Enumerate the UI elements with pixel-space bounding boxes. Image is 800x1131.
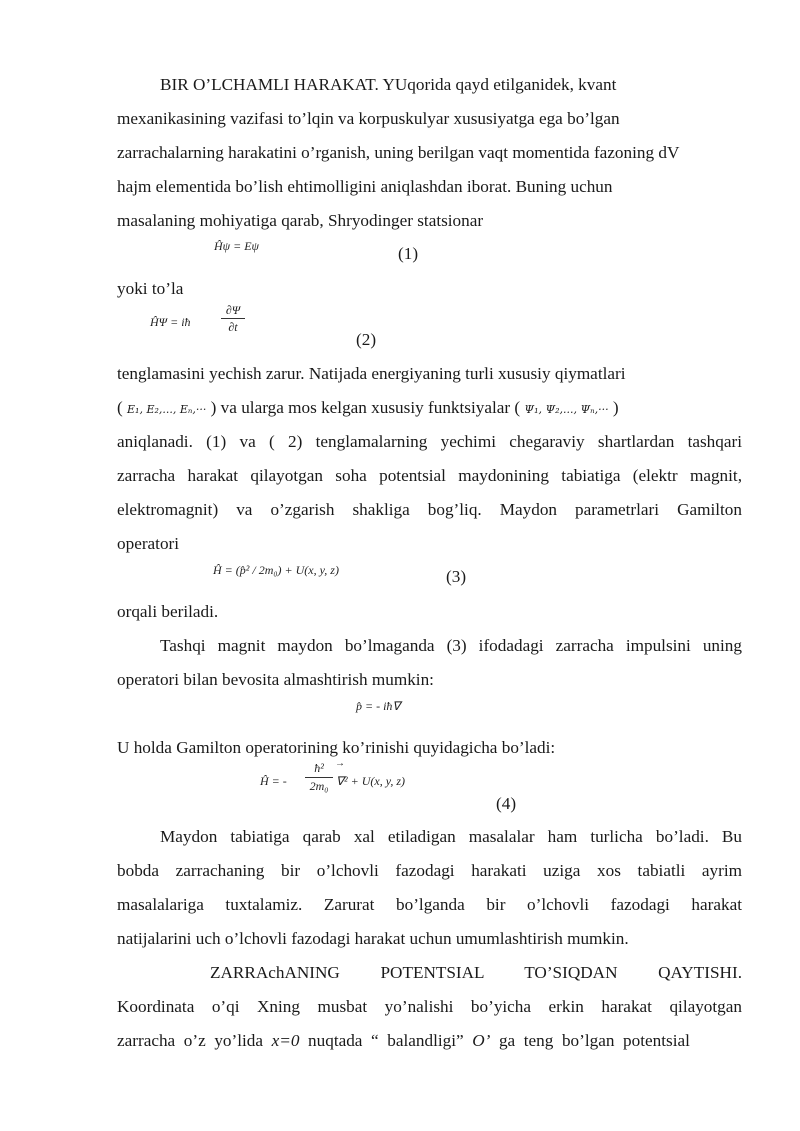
paragraph-7-line-2: Koordinata o’qi Xning musbat yo’nalishi bo’yicha erkin harakat qilayotgan [117,997,742,1016]
paragraph-2-line-6: operatori [117,534,180,553]
paragraph-4-line-2: operatori bilan bevosita almashtirish mumkin: [117,670,434,689]
equation-2-number: (2) [356,330,377,349]
equation-4-vector-arrow: → [335,758,345,769]
energy-values: E₁, E₂,..., Eₙ,··· [127,403,207,416]
paragraph-7-line-3-part-e: ga teng bo’lgan potentsial [490,1031,690,1050]
momentum-operator-equation: p̂ = - iħ∇ [356,699,401,713]
paragraph-1-line-4: hajm elementida bo’lish ehtimolligini aniqlashdan iborat. Buning uchun [117,177,613,196]
paragraph-6-line-4: natijalarini uch o’lchovli fazodagi harakat uchun umumlashtirish mumkin. [117,929,629,948]
paragraph-7-line-3 [117,1031,742,1051]
equation-4-numerator: ħ² [314,761,324,775]
paragraph-1-line-3: zarrachalarning harakatini o’rganish, uning berilgan vaqt momentida fazoning dV [117,143,680,162]
equation-4-denominator: 2m₀ [309,779,329,793]
yoki-line: yoki to’la [117,279,184,298]
paragraph-2-line-2-text: ) va ularga mos kelgan xususiy funktsiyalar ( [210,398,521,417]
paragraph-2-line-3: aniqlanadi. (1) va ( 2) tenglamalarning yechimi chegaraviy shartlardan tashqari [117,432,742,451]
paragraph-1-line-1: BIR O’LCHAMLI HARAKAT. YUqorida qayd etilganidek, kvant [160,75,617,94]
equation-1: Ĥψ = Eψ [214,239,259,253]
paragraph-6-line-1: Maydon tabiatiga qarab xal etiladigan masalalar ham turlicha bo’ladi. Bu [160,827,742,846]
equation-2-lhs: ĤΨ = iħ [150,315,191,329]
equation-2-numerator: ∂Ψ [225,303,241,317]
equation-4-lhs: Ĥ = - [260,774,287,788]
paragraph-5: U holda Gamilton operatorining ko’rinishi quyidagicha bo’ladi: [117,738,556,757]
equation-4-number: (4) [496,794,517,813]
equation-4-rhs: ∇² + U(x, y, z) [336,774,406,788]
section-heading: ZARRAchANING POTENTSIAL TO’SIQDAN QAYTISHI. [210,963,742,982]
paragraph-6-line-2: bobda zarrachaning bir o’lchovli fazodagi harakati uziga xos tabiatli ayrim [117,861,742,880]
close-paren: ) [612,398,619,417]
equation-4-fraction-bar [305,777,333,778]
paragraph-2-line-2 [117,398,742,420]
paragraph-2-line-1: tenglamasini yechish zarur. Natijada energiyaning turli xususiy qiymatlari [117,364,626,383]
paragraph-6-line-3: masalalariga tuxtalamiz. Zarurat bo’lganda bir o’lchovli fazodagi harakat [117,895,742,914]
paragraph-4-line-1: Tashqi magnit maydon bo’lmaganda (3) ifodadagi zarracha impulsini uning [160,636,742,655]
paragraph-7-line-3-part-c: nuqtada “ balandligi” [299,1031,473,1050]
equation-3-number: (3) [446,567,467,586]
barrier-height-symbol: O’ [472,1031,491,1050]
equation-2-denominator: ∂t [228,320,238,334]
paragraph-7-line-3-part-a: zarracha o’z yo’lida [117,1031,272,1050]
paragraph-1-line-2: mexanikasining vazifasi to’lqin va korpuskulyar xususiyatga ega bo’lgan [117,109,620,128]
open-paren: ( [117,398,123,417]
x-equals-zero: x=0 [271,1031,300,1050]
paragraph-1-line-5: masalaning mohiyatiga qarab, Shryodinger statsionar [117,211,484,230]
equation-2-fraction-bar [221,318,245,319]
psi-values: Ψ₁, Ψ₂,..., Ψₙ,··· [524,403,609,416]
equation-3: Ĥ = (p̂² / 2m₀) + U(x, y, z) [213,563,339,577]
paragraph-2-line-4: zarracha harakat qilayotgan soha potentsial maydonining tabiatiga (elektr magnit, [117,466,742,485]
paragraph-2-line-5: elektromagnit) va o’zgarish shakliga bog’liq. Maydon parametrlari Gamilton [117,500,742,519]
paragraph-3: orqali beriladi. [117,602,219,621]
equation-1-number: (1) [398,244,419,263]
